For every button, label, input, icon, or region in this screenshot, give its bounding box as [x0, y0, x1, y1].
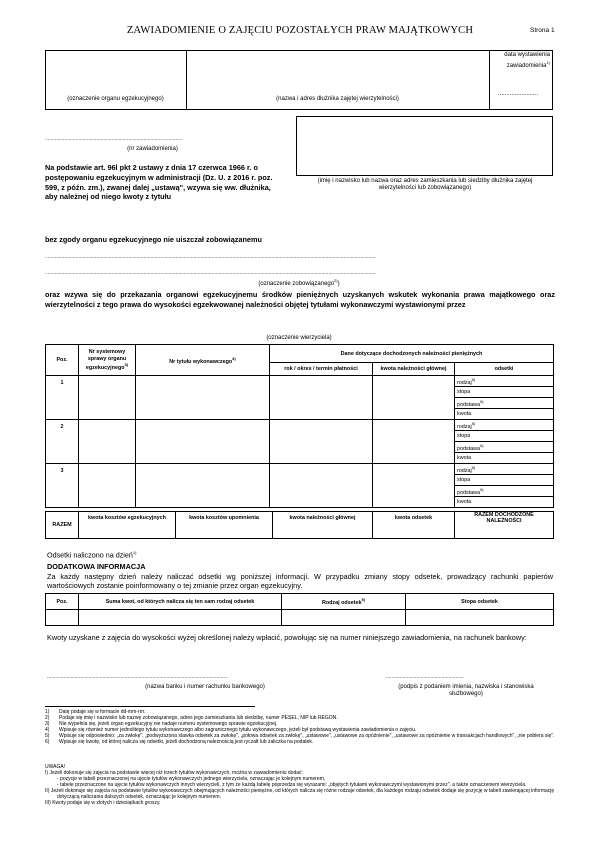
page-title: ZAWIADOMIENIE O ZAJĘCIU POZOSTAŁYCH PRAW MAJĄTKOWYCH — [126, 25, 474, 36]
interest-sub-value[interactable] — [482, 453, 554, 464]
amount-cell[interactable] — [373, 376, 455, 420]
claims-table — [45, 344, 554, 508]
creditor-label: (oznaczenie wierzyciela) — [266, 335, 332, 341]
legal-basis-text: Na podstawie art. 96l pkt 2 ustawy z dnia 17 czerwca 1966 r. o postępowaniu egzekucyjnym w administracji (Dz. U. z 2016 r. poz. 599, z późn. zm.), zwanej dalej „ustawą", wzywa się ww. dłużnika, aby należnej od niego kwoty z tytułu — [45, 163, 273, 202]
interest-sub-value[interactable] — [482, 398, 554, 409]
row-number: 3 — [46, 464, 79, 508]
title-cell[interactable] — [136, 464, 270, 508]
interest-sub-value[interactable] — [482, 420, 554, 431]
notice-number-label: (nr zawiadomienia) — [127, 146, 178, 152]
footnote: 5) Wpisuje się odpowiednio: „za zwłokę", „podwyższona stawka odsetek za zwłokę", „połowa odsetek za zwłokę", „ustawowe", „ustawowe za opóźnienie", „ustawowe za opóźnienie w transakcjach handlowych", „nie pobiera się". — [45, 733, 555, 739]
type-cell[interactable] — [270, 376, 373, 420]
interest-sub-value[interactable] — [482, 475, 554, 486]
remark-item: I) Jeżeli dokonuje się zajęcia na podstawie więcej niż trzech tytułów wykonawczych, można w zawiadomieniu dodać: — [45, 770, 303, 776]
page-label: Strona 1 — [530, 27, 555, 34]
remark-item: - tabele przeznaczone na ujęcie tytułów wykonawczych innych wierzycieli, z tym że każdą tabelę poprzedza się wyrazami: „objętych tytułami wykonawczymi wystawionymi przez", a także oznaczeniem wierzyciela. — [57, 782, 527, 788]
interest-sub-label: kwota — [455, 409, 482, 420]
signature-field[interactable]: ........................................................ — [386, 674, 464, 680]
remarks-title: UWAGA! — [45, 764, 66, 770]
sys-cell[interactable] — [79, 376, 136, 420]
row-number: 2 — [46, 420, 79, 464]
interest-cell[interactable] — [282, 610, 406, 626]
interest-sub-value[interactable] — [482, 376, 554, 387]
interest-table — [45, 593, 554, 626]
additional-info-title: DODATKOWA INFORMACJA — [47, 562, 146, 571]
interest-sub-value[interactable] — [482, 442, 554, 453]
bank-account-field[interactable]: .................................................................................................................................. — [47, 674, 228, 680]
col-title-header: Nr tytułu wykonawczego$^{4)}$ — [136, 345, 270, 376]
interest-col-header: Stopa odsetek — [406, 594, 554, 610]
interest-sub-value[interactable] — [482, 464, 554, 475]
interest-cell[interactable] — [406, 610, 554, 626]
sum-col-header: kwota odsetek — [373, 512, 455, 525]
recipient-label: (imię i nazwisko lub nazwa oraz adres zamieszkania lub siedziby dłużnika zajętej wierzytelności lub zobowiązanego) — [317, 178, 533, 191]
interest-col-header: Poz. — [46, 594, 79, 610]
footnotes — [45, 709, 555, 745]
col-no-header: Poz. — [46, 345, 79, 376]
interest-col-header: Rodzaj odsetek$^{5)}$ — [282, 594, 406, 610]
sum-table — [45, 511, 554, 539]
transfer-text: oraz wzywa się do przekazania organowi egzekucyjnemu środków pieniężnych uzyskanych wskutek wykonania prawa majątkowego oraz wierzytelności z tego prawa do wysokości egzekwowanej należności objętej tytułami wykonawczymi wystawionymi przez — [45, 290, 555, 309]
amount-cell[interactable] — [373, 420, 455, 464]
interest-sub-value[interactable] — [482, 431, 554, 442]
sum-cell[interactable] — [79, 524, 176, 538]
dots-line-1[interactable]: .............................................................................................................................................................................................................................................. — [45, 254, 376, 260]
interest-sub-label: rodzaj$^{5)}$ — [455, 464, 482, 475]
recipient-box[interactable] — [296, 116, 553, 176]
col-type-header: rok / okres / termin płatności — [270, 363, 373, 376]
interest-sub-label: kwota — [455, 453, 482, 464]
sum-cell[interactable] — [273, 524, 373, 538]
interest-cell[interactable] — [46, 610, 79, 626]
remark-item: - pozycje w tabeli przeznaczonej na ujęcie tytułów wykonawczych jednego wierzyciela, oznaczając je kolejnym numerem, — [57, 776, 326, 782]
title-cell[interactable] — [136, 420, 270, 464]
footnote: 2) Podaje się imię i nazwisko lub nazwę zobowiązanego, adres jego zamieszkania lub siedzibę, numer PESEL, NIP lub REGON. — [45, 715, 338, 721]
sum-cell[interactable] — [373, 524, 455, 538]
interest-sub-label: rodzaj$^{5)}$ — [455, 376, 482, 387]
interest-sub-value[interactable] — [482, 486, 554, 497]
issue-date-field[interactable]: ........................ — [498, 91, 539, 97]
signature-label: (podpis z podaniem imienia, nazwiska i stanowiska służbowego) — [398, 684, 534, 697]
interest-sub-value[interactable] — [482, 409, 554, 420]
interest-sub-label: stopa — [455, 475, 482, 486]
interest-sub-value[interactable] — [482, 497, 554, 508]
sum-label: RAZEM — [46, 512, 79, 539]
sum-cell[interactable] — [455, 524, 554, 538]
payment-text: Kwoty uzyskane z zajęcia do wysokości wyżej określonej należy wpłacić, powołując się na numer niniejszego zawiadomienia, na rachunek bankowy: — [47, 633, 527, 642]
interest-sub-label: podstawa$^{6)}$ — [455, 486, 482, 497]
footnote: 4) Wpisuje się również numer jednolitego tytułu wykonawczego albo zagranicznego tytułu wykonawczego, jeżeli był podstawą wystawienia zawiadomienia o zajęciu. — [45, 727, 417, 733]
additional-info-text: Za każdy następny dzień należy naliczać odsetki wg poniższej informacji. W przypadku zmiany stopy odsetek, prowadzący rachunki papierów wartościowych zostanie poinformowany o tej zmianie przez organ egzekucyjny. — [47, 572, 553, 590]
sys-cell[interactable] — [79, 464, 136, 508]
interest-sub-label: stopa — [455, 431, 482, 442]
col-data-header: Dane dotyczące dochodzonych należności pieniężnych — [270, 345, 554, 363]
row-number: 1 — [46, 376, 79, 420]
footnote: 1) Datę podaje się w formacie dd-mm-rrrr. — [45, 709, 146, 715]
obligor-label: (oznaczenie zobowiązanego$^{2)}$) — [258, 278, 340, 287]
sum-col-header: kwota należności głównej — [273, 512, 373, 525]
sys-cell[interactable] — [79, 420, 136, 464]
footnote-rule — [45, 706, 255, 707]
sum-cell[interactable] — [176, 524, 273, 538]
col-amount-header: kwota należności głównej — [373, 363, 455, 376]
sum-col-header: RAZEM DOCHODZONE NALEŻNOŚCI — [455, 512, 554, 525]
interest-col-header: Suma kwot, od których nalicza się ten sam rodzaj odsetek — [79, 594, 282, 610]
sum-col-header: kwota kosztów upomnienia — [176, 512, 273, 525]
remark-item: II) Jeżeli dokonuje się zajęcia na podstawie tytułów wykonawczych obejmujących należności pieniężne, od których nalicza się różne rodzaje odsetek, dla każdego rodzaju odsetek dodaje się pozycję w tabeli zawierającej informację dotyczącą naliczania dalszych odsetek, oznaczając je kolejnym numerem. — [45, 788, 555, 800]
type-cell[interactable] — [270, 420, 373, 464]
interest-sub-label: podstawa$^{6)}$ — [455, 398, 482, 409]
col-interest-header: odsetki — [455, 363, 554, 376]
dots-line-2[interactable]: .............................................................................................................................................................................................................................................. — [45, 270, 376, 276]
interest-sub-label: stopa — [455, 387, 482, 398]
interest-sub-label: rodzaj$^{5)}$ — [455, 420, 482, 431]
amount-cell[interactable] — [373, 464, 455, 508]
interest-sub-label: podstawa$^{6)}$ — [455, 442, 482, 453]
type-cell[interactable] — [270, 464, 373, 508]
interest-sub-label: kwota — [455, 497, 482, 508]
remarks — [45, 764, 555, 806]
issue-date-label: data wystawienia zawiadomienia$^{1)}$ — [504, 52, 550, 69]
sum-col-header: kwota kosztów egzekucyjnych — [79, 512, 176, 525]
bank-label: (nazwa banku i numer rachunku bankowego) — [145, 684, 265, 690]
organ-label: (oznaczenie organu egzekucyjnego) — [67, 96, 164, 102]
title-cell[interactable] — [136, 376, 270, 420]
debtor-label: (nazwa i adres dłużnika zajętej wierzytelności) — [276, 96, 399, 102]
interest-calc-text: Odsetki naliczono na dzień$^{1)}$ — [47, 550, 137, 560]
col-sys-header: Nr systemowy sprawy organu egzekucyjnego$^{3)}$ — [79, 345, 136, 376]
interest-cell[interactable] — [79, 610, 282, 626]
interest-sub-value[interactable] — [482, 387, 554, 398]
footnote: 6) Wpisuje się kwotę, od której nalicza się odsetki, jeżeli dochodzoną należnością jest ryczałt lub zaliczka na podatek. — [45, 739, 314, 745]
remark-item: III) Kwoty podaje się w złotych i dziesiątkach groszy. — [45, 800, 161, 806]
footnote: 3) Nie wypełnia się, jeżeli organ egzekucyjny nie nadaje numeru systemowego sprawie egzekucyjnej. — [45, 721, 278, 727]
notice-number-field[interactable]: ................................................................................................... — [45, 136, 183, 142]
without-consent-text: bez zgody organu egzekucyjnego nie uiszczał zobowiązanemu — [45, 235, 262, 244]
